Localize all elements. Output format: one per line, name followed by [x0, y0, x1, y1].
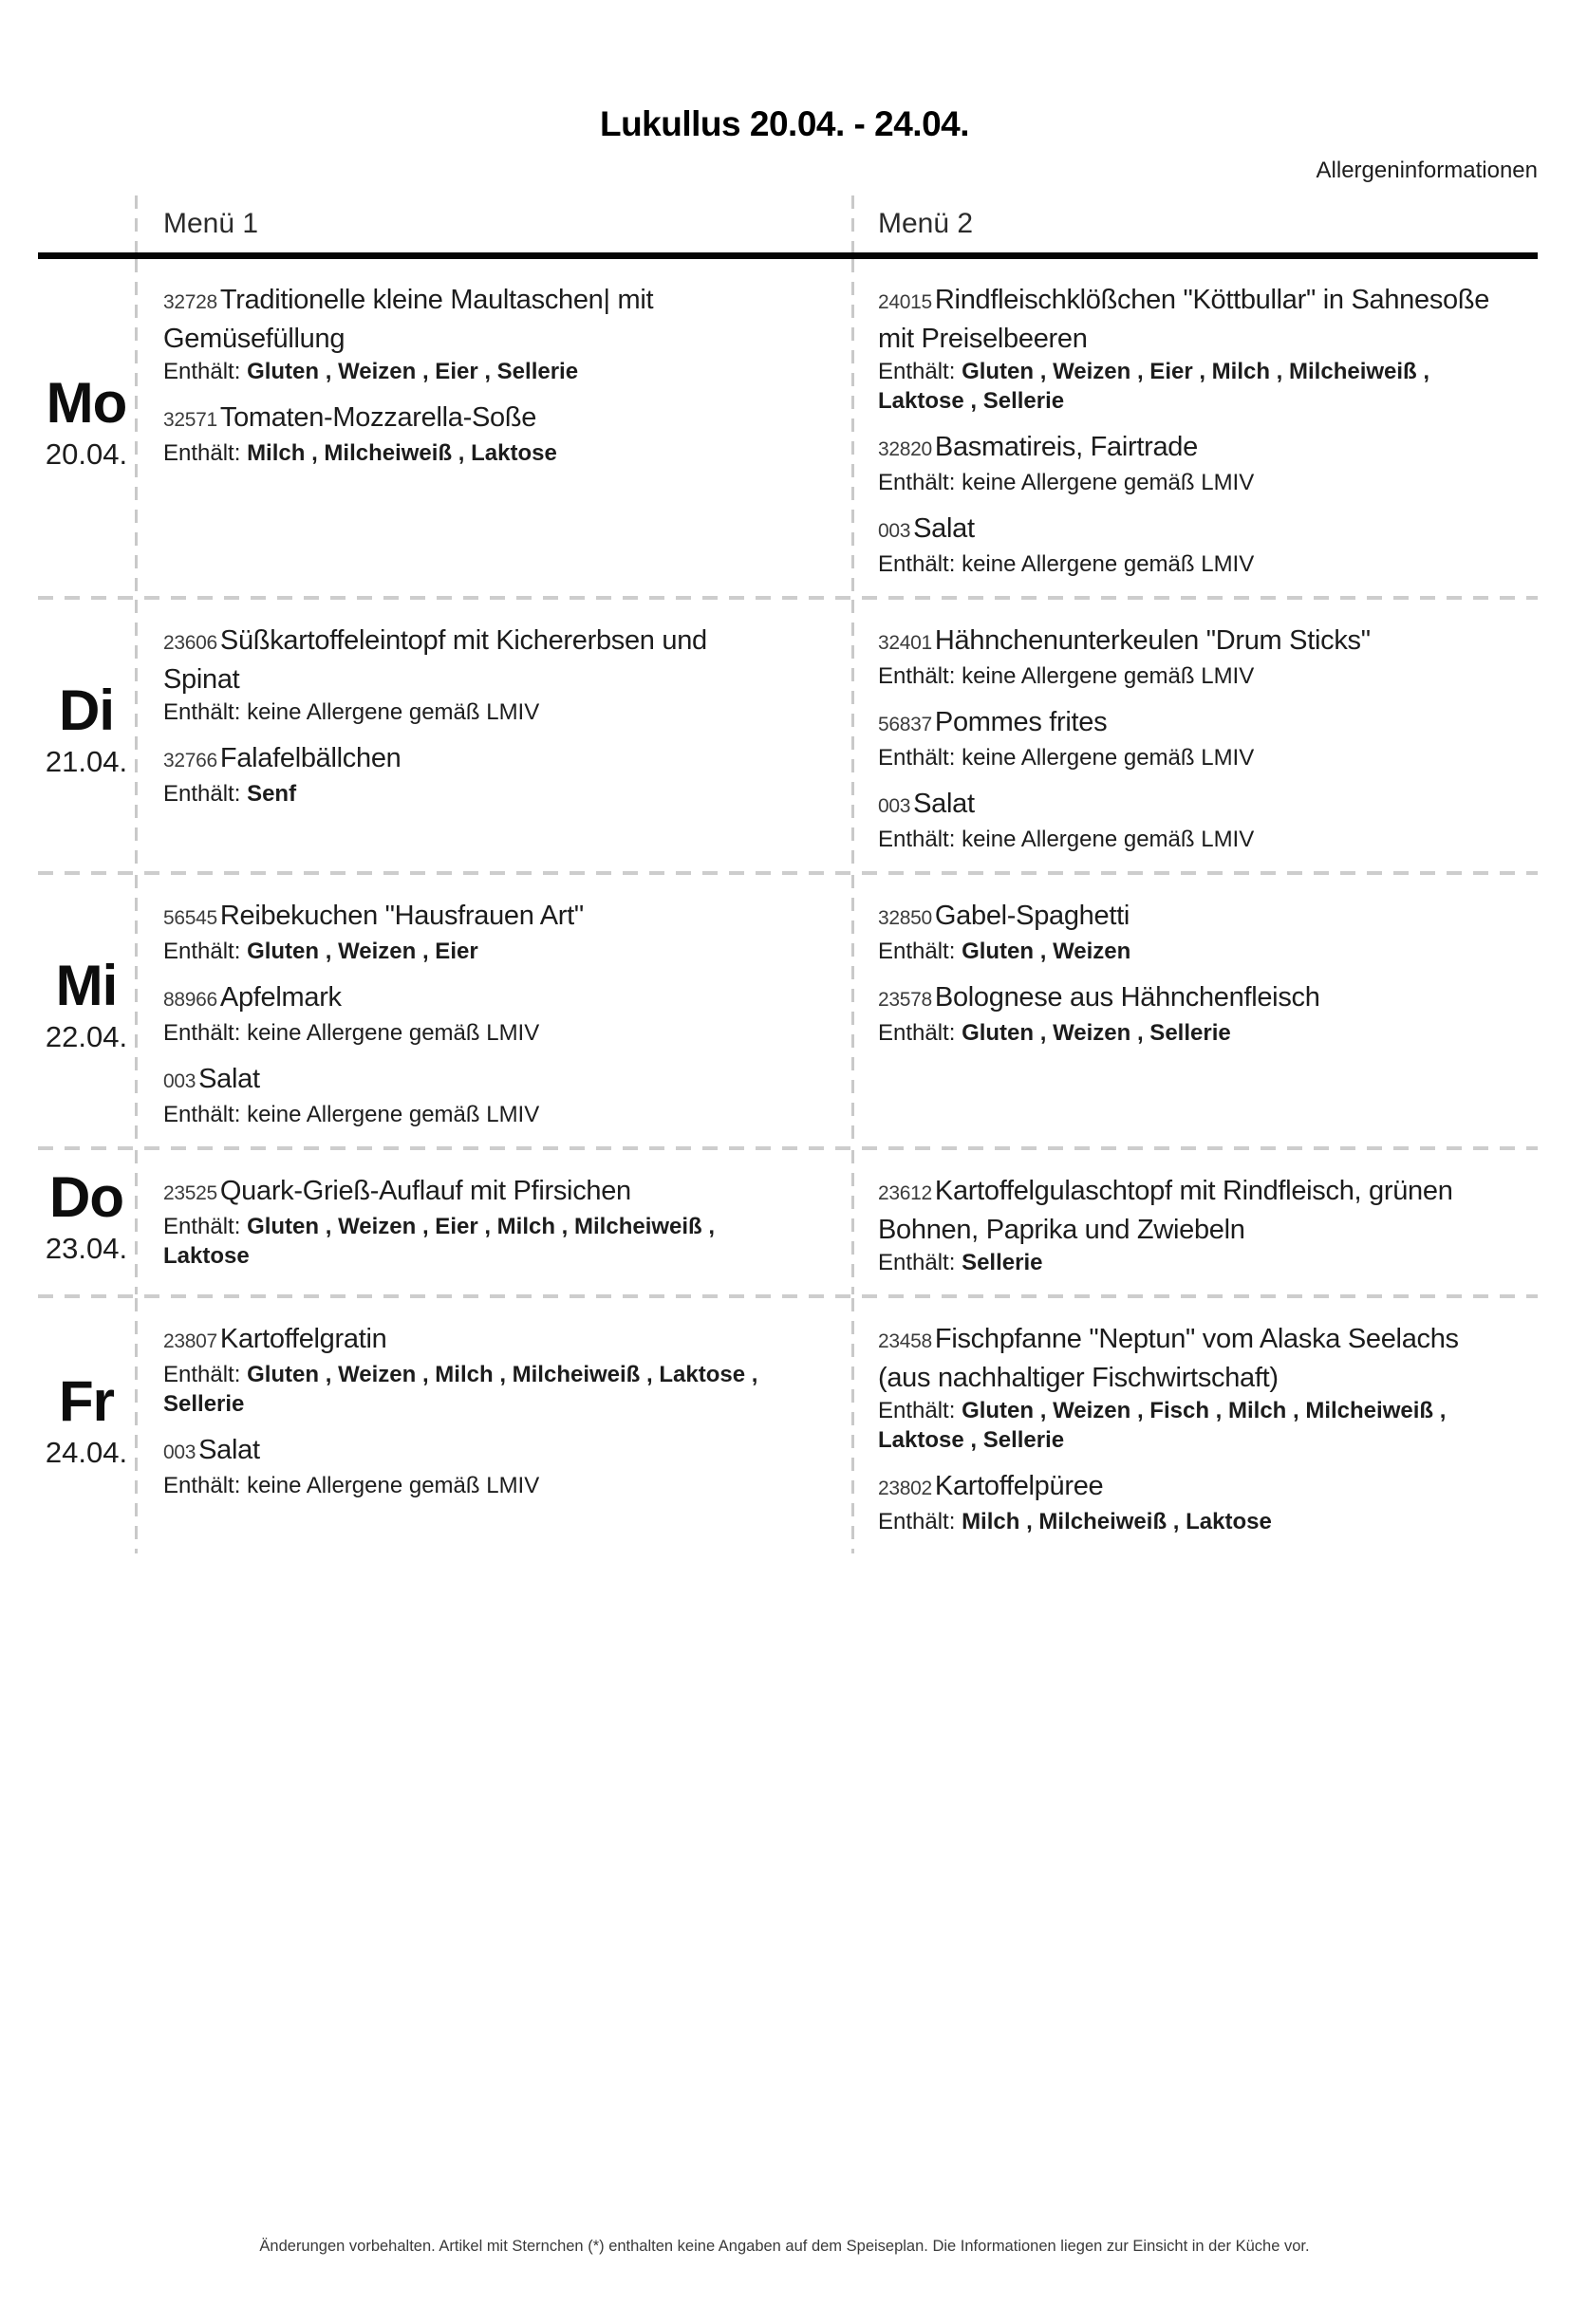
- item-allergens: [878, 825, 1504, 854]
- day-abbr: Mi: [55, 954, 118, 1018]
- item-id: 003: [163, 1070, 196, 1092]
- item-name-line: [878, 429, 1504, 468]
- day-date: 20.04.: [45, 437, 128, 471]
- item-id: 32728: [163, 291, 217, 313]
- allergen-list: keine Allergene gemäß LMIV: [962, 663, 1255, 689]
- contains-label: Enthält:: [163, 1020, 248, 1046]
- contains-label: Enthält:: [878, 551, 962, 577]
- allergen-list: keine Allergene gemäß LMIV: [247, 1020, 540, 1046]
- item-allergens: [163, 438, 790, 468]
- contains-label: Enthält:: [878, 1250, 962, 1275]
- item-id: 23807: [163, 1330, 217, 1352]
- item-id: 56545: [163, 907, 217, 929]
- column-header-menu2: Menü 2: [851, 195, 1538, 252]
- menu-items: [878, 623, 1504, 854]
- item-name-line: [878, 1173, 1504, 1248]
- item-title: Pommes frites: [934, 707, 1108, 737]
- footer-note: Änderungen vorbehalten. Artikel mit Sternchen (*) enthalten keine Angaben auf dem Speiseplan. Die Informationen liegen zur Einsicht in der Küche vor.: [259, 2238, 1310, 2255]
- menu-item: [163, 1061, 790, 1129]
- day-abbr: Fr: [59, 1368, 114, 1433]
- contains-label: Enthält:: [878, 1398, 962, 1423]
- item-title: Falafelbällchen: [219, 743, 402, 773]
- menu-item: [163, 979, 790, 1048]
- contains-label: Enthält:: [163, 440, 248, 466]
- menu-item: [163, 1173, 790, 1271]
- allergen-list: keine Allergene gemäß LMIV: [962, 470, 1255, 495]
- item-allergens: [878, 1248, 1504, 1277]
- menu1-cell: [135, 1150, 851, 1294]
- menu-items: [163, 623, 790, 809]
- menu1-cell: [135, 875, 851, 1146]
- item-title: Salat: [913, 789, 975, 819]
- table-header-row: [38, 195, 1538, 252]
- menu-item: [163, 282, 790, 386]
- item-allergens: [163, 357, 790, 386]
- menu-item: [878, 1468, 1504, 1536]
- day-cell: [38, 875, 135, 1146]
- item-allergens: [878, 1396, 1504, 1455]
- contains-label: Enthält:: [878, 470, 962, 495]
- item-allergens: [163, 1212, 790, 1271]
- item-id: 88966: [163, 989, 217, 1011]
- menu2-cell: [851, 1298, 1538, 1553]
- contains-label: Enthält:: [163, 1214, 248, 1239]
- menu2-cell: [851, 600, 1538, 871]
- page-title: Lukullus 20.04. - 24.04.: [599, 104, 970, 143]
- allergen-list: Gluten , Weizen , Eier , Milch , Milcheiweiß , Laktose , Sellerie: [878, 359, 1430, 414]
- contains-label: Enthält:: [163, 699, 248, 725]
- item-allergens: [878, 357, 1504, 416]
- contains-label: Enthält:: [878, 1020, 962, 1046]
- item-id: 56837: [878, 714, 932, 735]
- day-date: 21.04.: [45, 745, 128, 779]
- day-cell: [38, 1150, 135, 1294]
- menu2-cell: [851, 875, 1538, 1146]
- menu-row-di: [38, 600, 1538, 871]
- menu-items: [878, 1173, 1504, 1277]
- item-name-line: [878, 704, 1504, 743]
- item-id: 24015: [878, 291, 932, 313]
- item-allergens: [163, 1100, 790, 1129]
- menu-item: [163, 1432, 790, 1500]
- day-date: 24.04.: [45, 1435, 128, 1469]
- item-allergens: [163, 779, 790, 809]
- item-id: 23802: [878, 1478, 932, 1499]
- item-title: Salat: [913, 513, 975, 544]
- menu-item: [878, 623, 1504, 691]
- menu-rows: [38, 259, 1538, 1553]
- menu2-cell: [851, 1150, 1538, 1294]
- menu-items: [878, 282, 1504, 579]
- day-date: 23.04.: [45, 1232, 128, 1266]
- item-title: Hähnchenunterkeulen "Drum Sticks": [934, 625, 1371, 656]
- menu-items: [878, 898, 1504, 1048]
- item-name-line: [163, 282, 790, 357]
- item-title: Reibekuchen "Hausfrauen Art": [219, 901, 584, 931]
- menu-item: [878, 979, 1504, 1048]
- allergen-list: Sellerie: [962, 1250, 1043, 1275]
- item-allergens: [878, 468, 1504, 497]
- item-allergens: [163, 1471, 790, 1500]
- item-title: Apfelmark: [219, 982, 342, 1013]
- allergen-list: keine Allergene gemäß LMIV: [247, 699, 540, 725]
- allergen-list: Milch , Milcheiweiß , Laktose: [962, 1509, 1272, 1534]
- contains-label: Enthält:: [163, 939, 248, 964]
- item-title: Basmatireis, Fairtrade: [934, 432, 1198, 462]
- allergen-list: Gluten , Weizen , Eier , Milch , Milcheiweiß , Laktose: [163, 1214, 716, 1269]
- contains-label: Enthält:: [878, 939, 962, 964]
- contains-label: Enthält:: [163, 1102, 248, 1127]
- menu-items: [878, 1321, 1504, 1536]
- allergen-list: keine Allergene gemäß LMIV: [247, 1102, 540, 1127]
- item-name-line: [163, 1173, 790, 1212]
- menu-plan-page: [0, 104, 1569, 2324]
- item-allergens: [878, 661, 1504, 691]
- menu-row-mo: [38, 259, 1538, 596]
- item-title: Salat: [198, 1435, 260, 1465]
- item-allergens: [163, 1018, 790, 1048]
- item-id: 23606: [163, 632, 217, 654]
- item-allergens: [163, 697, 790, 727]
- item-allergens: [878, 1507, 1504, 1536]
- item-id: 23578: [878, 989, 932, 1011]
- item-name-line: [163, 1321, 790, 1360]
- item-id: 32850: [878, 907, 932, 929]
- menu1-cell: [135, 259, 851, 596]
- menu1-cell: [135, 600, 851, 871]
- contains-label: Enthält:: [878, 745, 962, 771]
- allergen-list: Gluten , Weizen , Eier , Sellerie: [247, 359, 579, 384]
- item-id: 32820: [878, 438, 932, 460]
- menu-table: [0, 195, 1569, 1553]
- menu-row-fr: [38, 1298, 1538, 1553]
- item-title: Kartoffelgratin: [219, 1324, 387, 1354]
- item-id: 32571: [163, 409, 217, 431]
- menu-item: [878, 511, 1504, 579]
- menu-items: [163, 1321, 790, 1500]
- item-title: Kartoffelgulaschtopf mit Rindfleisch, grünen Bohnen, Paprika und Zwiebeln: [878, 1176, 1453, 1245]
- menu-row-mi: [38, 875, 1538, 1146]
- item-id: 23525: [163, 1182, 217, 1204]
- item-allergens: [878, 743, 1504, 772]
- allergen-list: Senf: [247, 781, 297, 807]
- menu-item: [163, 1321, 790, 1419]
- allergen-list: keine Allergene gemäß LMIV: [962, 827, 1255, 852]
- day-cell: [38, 259, 135, 596]
- allergen-list: keine Allergene gemäß LMIV: [962, 745, 1255, 771]
- item-allergens: [878, 1018, 1504, 1048]
- item-name-line: [878, 282, 1504, 357]
- item-name-line: [878, 898, 1504, 937]
- allergen-list: Gluten , Weizen , Sellerie: [962, 1020, 1231, 1046]
- allergen-list: Gluten , Weizen: [962, 939, 1131, 964]
- item-allergens: [163, 1360, 790, 1419]
- allergen-list: keine Allergene gemäß LMIV: [962, 551, 1255, 577]
- item-id: 32766: [163, 750, 217, 772]
- item-allergens: [163, 937, 790, 966]
- day-date: 22.04.: [45, 1020, 128, 1054]
- item-title: Traditionelle kleine Maultaschen| mit Gemüsefüllung: [163, 285, 654, 354]
- menu-item: [878, 1173, 1504, 1277]
- menu-item: [878, 1321, 1504, 1455]
- menu2-cell: [851, 259, 1538, 596]
- column-header-menu1: Menü 1: [135, 195, 851, 252]
- menu-item: [878, 282, 1504, 416]
- item-title: Tomaten-Mozzarella-Soße: [219, 402, 537, 433]
- item-id: 003: [878, 795, 911, 817]
- item-id: 23612: [878, 1182, 932, 1204]
- allergen-information-link[interactable]: Allergeninformationen: [1316, 158, 1538, 183]
- item-name-line: [163, 898, 790, 937]
- header-divider-rule: [38, 252, 1538, 259]
- item-id: 23458: [878, 1330, 932, 1352]
- item-title: Rindfleischklößchen "Köttbullar" in Sahnesoße mit Preiselbeeren: [878, 285, 1490, 354]
- item-id: 32401: [878, 632, 932, 654]
- item-allergens: [878, 549, 1504, 579]
- item-name-line: [878, 511, 1504, 549]
- item-name-line: [163, 979, 790, 1018]
- menu-items: [163, 898, 790, 1129]
- item-title: Fischpfanne "Neptun" vom Alaska Seelachs (aus nachhaltiger Fischwirtschaft): [878, 1324, 1459, 1393]
- item-name-line: [163, 740, 790, 779]
- menu1-cell: [135, 1298, 851, 1553]
- item-name-line: [878, 1468, 1504, 1507]
- menu-item: [878, 429, 1504, 497]
- menu-items: [163, 1173, 790, 1271]
- contains-label: Enthält:: [163, 359, 248, 384]
- contains-label: Enthält:: [878, 359, 962, 384]
- item-allergens: [878, 937, 1504, 966]
- item-name-line: [163, 623, 790, 697]
- item-name-line: [163, 1061, 790, 1100]
- item-name-line: [878, 623, 1504, 661]
- contains-label: Enthält:: [878, 663, 962, 689]
- item-name-line: [878, 979, 1504, 1018]
- item-title: Quark-Grieß-Auflauf mit Pfirsichen: [219, 1176, 631, 1206]
- menu-item: [163, 740, 790, 809]
- item-name-line: [163, 400, 790, 438]
- menu-item: [878, 898, 1504, 966]
- allergen-list: Gluten , Weizen , Milch , Milcheiweiß , Laktose , Sellerie: [163, 1362, 758, 1417]
- item-name-line: [878, 1321, 1504, 1396]
- day-abbr: Do: [49, 1165, 123, 1230]
- day-cell: [38, 600, 135, 871]
- item-title: Gabel-Spaghetti: [934, 901, 1130, 931]
- item-name-line: [163, 1432, 790, 1471]
- day-abbr: Di: [59, 679, 114, 743]
- contains-label: Enthält:: [163, 1362, 248, 1387]
- menu-item: [163, 400, 790, 468]
- day-cell: [38, 1298, 135, 1553]
- allergen-list: Gluten , Weizen , Fisch , Milch , Milcheiweiß , Laktose , Sellerie: [878, 1398, 1447, 1453]
- menu-row-do: [38, 1150, 1538, 1294]
- menu-item: [163, 623, 790, 727]
- menu-items: [163, 282, 790, 468]
- item-title: Süßkartoffeleintopf mit Kichererbsen und Spinat: [163, 625, 707, 695]
- allergen-list: Milch , Milcheiweiß , Laktose: [247, 440, 557, 466]
- menu-item: [163, 898, 790, 966]
- item-title: Salat: [198, 1064, 260, 1094]
- item-name-line: [878, 786, 1504, 825]
- item-id: 003: [878, 520, 911, 542]
- allergen-list: keine Allergene gemäß LMIV: [247, 1473, 540, 1498]
- item-title: Bolognese aus Hähnchenfleisch: [934, 982, 1320, 1013]
- contains-label: Enthält:: [163, 1473, 248, 1498]
- item-id: 003: [163, 1441, 196, 1463]
- menu-item: [878, 786, 1504, 854]
- allergen-list: Gluten , Weizen , Eier: [247, 939, 478, 964]
- contains-label: Enthält:: [163, 781, 248, 807]
- contains-label: Enthält:: [878, 1509, 962, 1534]
- day-abbr: Mo: [46, 370, 127, 435]
- menu-item: [878, 704, 1504, 772]
- item-title: Kartoffelpüree: [934, 1471, 1104, 1501]
- contains-label: Enthält:: [878, 827, 962, 852]
